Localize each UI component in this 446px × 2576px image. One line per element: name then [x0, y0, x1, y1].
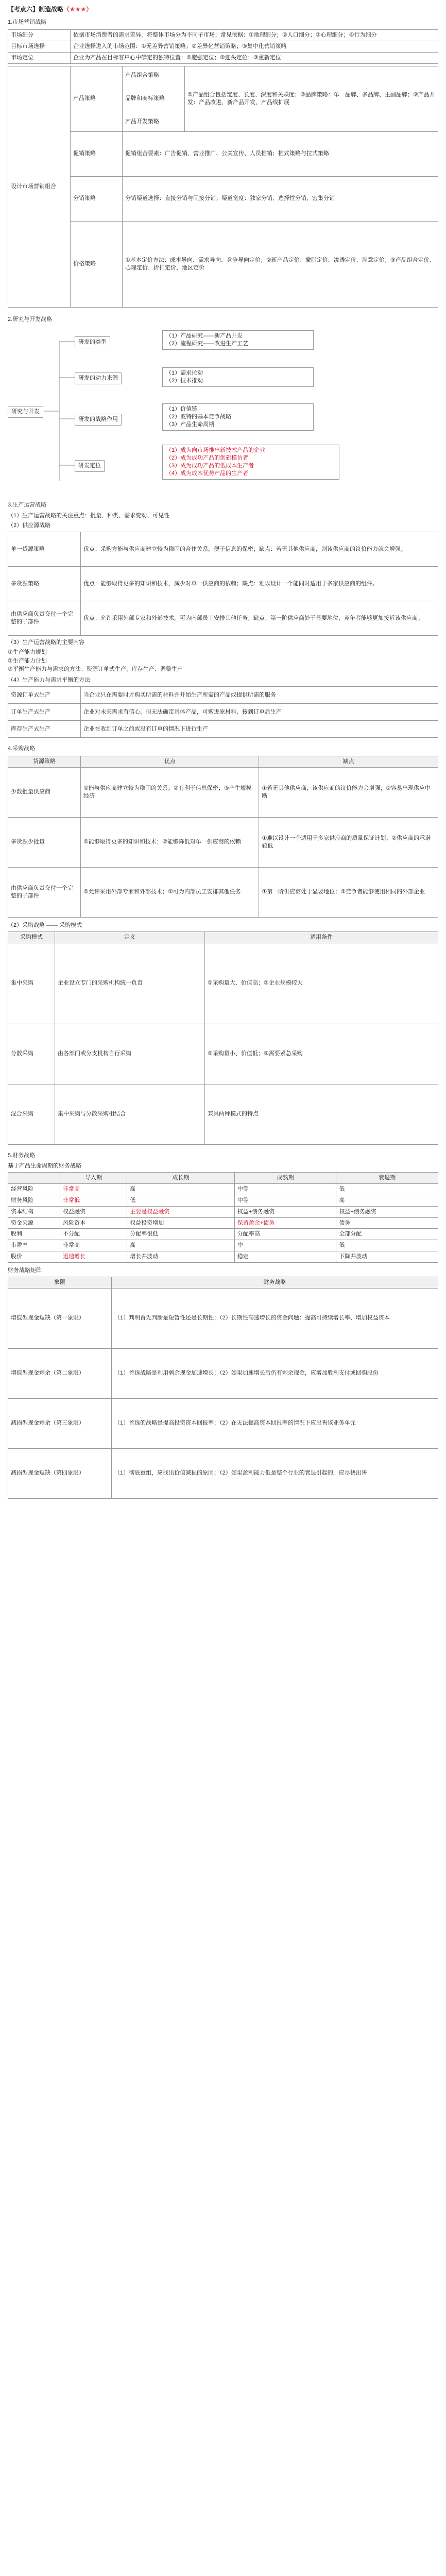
- row-label: 股价: [8, 1251, 60, 1263]
- row-label: 订单生产式生产: [8, 704, 81, 721]
- row-text: 企业对未来需求有信心，但无法确定具体产品，可购进原材料，接到订单后生产: [81, 704, 438, 721]
- branch-items: [162, 445, 339, 479]
- cell: 不分配: [60, 1229, 127, 1240]
- list-item: ①生产能力规划: [8, 649, 47, 655]
- cell: 分配率高: [234, 1229, 336, 1240]
- sub-item: 产品组合策略: [125, 72, 159, 79]
- table-row: [8, 1184, 438, 1195]
- table-row: [8, 221, 438, 307]
- mix-item-name: 价格策略: [71, 221, 123, 307]
- mix-item-name: 促销策略: [71, 131, 123, 176]
- table-row: [8, 1195, 438, 1206]
- row-label: 市场定位: [8, 52, 71, 63]
- branch-item: （2）流程研究——改进生产工艺: [166, 341, 249, 347]
- row-label: 减损型现金剩余（第三象限）: [8, 1398, 112, 1448]
- row-label: 库存生产式生产: [8, 721, 81, 738]
- s5-intro: 基于产品生命周期的财务战略: [8, 1163, 81, 1170]
- branch-item: （1）需求拉动: [166, 370, 203, 377]
- row-label: 分散采购: [8, 1024, 55, 1084]
- cell: 权益+债务融资: [234, 1206, 336, 1217]
- branch-item: （3）产品生命周期: [166, 421, 215, 428]
- row-def: 企业设立专门的采购机构统一负责: [55, 943, 205, 1024]
- table-header-row: [8, 1173, 438, 1184]
- title-text: 【考点六】制造战略: [8, 6, 64, 13]
- col-header: 缺点: [259, 756, 438, 768]
- branch-item: （2）波特的基本竞争战略: [166, 414, 232, 420]
- row-label: 集中采购: [8, 943, 55, 1024]
- col-header: 衰退期: [336, 1173, 438, 1184]
- row-label: 增值型现金短缺（第一象限）: [8, 1288, 112, 1348]
- cell: 非常高: [60, 1240, 127, 1251]
- row-text: 优点：采购方能与供应商建立较为稳固的合作关系，便于信息的保密；缺点：若无其他供应商，则该供应商的议价能力就会增强。: [81, 532, 438, 566]
- row-pro: ①允许采用外部专家和外部技术；②可为内部员工安排其他任务: [81, 867, 259, 917]
- row-text: （1）首选的战略是提高投资资本回报率；（2）在无法提高资本回报率的情况下应出售该业务单元: [112, 1398, 438, 1448]
- rd-tree: [8, 326, 438, 496]
- table-row: [8, 817, 438, 867]
- table-row: [8, 704, 438, 721]
- row-def: 集中采购与分散采购相结合: [55, 1084, 205, 1144]
- row-pro: ①能够取得更多的知识和技术；②能够降低对单一供应商的依赖: [81, 817, 259, 867]
- mix-item-text: ①产品组合包括宽度、长度、深度和关联度；②品牌策略：单一品牌、多品牌、主副品牌；③产品开发：产品改进、新产品开发、产品线扩展: [185, 66, 438, 131]
- branch-label: 研发的战略作用: [75, 414, 122, 426]
- col-header: 适用条件: [205, 931, 438, 943]
- mix-item-name: 产品策略: [71, 66, 123, 131]
- row-label: 资金来源: [8, 1217, 60, 1229]
- col-header: 采购模式: [8, 931, 55, 943]
- tree-root: 研究与开发: [8, 406, 43, 418]
- row-label: 少数批量供应商: [8, 767, 81, 817]
- cell: 保留盈余+债务: [234, 1217, 336, 1229]
- row-label: 单一货源策略: [8, 532, 81, 566]
- cell: 非常低: [60, 1195, 127, 1206]
- capacity-table: [8, 686, 438, 738]
- cell: 低: [336, 1240, 438, 1251]
- row-label: 经营风险: [8, 1184, 60, 1195]
- table-row: [8, 1206, 438, 1217]
- section-2-title: 2.研究与开发战略: [8, 316, 53, 323]
- cell: 低: [127, 1195, 234, 1206]
- table-header-row: [8, 931, 438, 943]
- table-header-row: [8, 1277, 438, 1288]
- finance-lifecycle-table: [8, 1172, 438, 1263]
- table-row: [8, 66, 438, 131]
- branch-items: [162, 403, 314, 431]
- table-row: [8, 1251, 438, 1263]
- table-row: [8, 867, 438, 917]
- row-text: （1）判明首先判断是短暂性还是长期性；（2）长期性高速增长的资金问题：提高可持续增长率、增加权益资本: [112, 1288, 438, 1348]
- s3-intro: （1）生产运营战略的关注重点：批量、种类、需求变动、可见性: [8, 513, 170, 519]
- table-row: [8, 767, 438, 817]
- s3-sub3: （4）生产能力与需求平衡的方法: [8, 677, 91, 684]
- table-row: [8, 30, 438, 41]
- row-text: 企业在收到订单之前或没有订单的情况下进行生产: [81, 721, 438, 738]
- row-con: ①第一阶供应商处于显要地位；②竞争者能够使用相同的外部企业: [259, 867, 438, 917]
- col-header: 定义: [55, 931, 205, 943]
- row-label: 市场细分: [8, 30, 71, 41]
- col-header: 象限: [8, 1277, 112, 1288]
- section-1-title: 1.市场营销战略: [8, 19, 47, 26]
- mix-item-text: 分销渠道选择：直接分销与间接分销；渠道宽度：独家分销、选择性分销、密集分销: [123, 176, 438, 221]
- row-text: 优点：允许采用外部专家和外部技术，可为内部员工安排其他任务；缺点：第一阶供应商处于显要地位，竞争者能够更加接近该供应商。: [81, 601, 438, 635]
- mix-item-text: ①基本定价方法：成本导向、需求导向、竞争导向定价；②新产品定价：撇脂定价、渗透定价、满意定价；③产品组合定价、心理定价、折扣定价、地区定价: [123, 221, 438, 307]
- col-header: 成熟期: [234, 1173, 336, 1184]
- branch-item: （1）价值链: [166, 406, 198, 413]
- s3-sub1: （2）供应源战略: [8, 522, 51, 529]
- row-label: 增值型现金剩余（第二象限）: [8, 1348, 112, 1398]
- cell: 债务: [336, 1217, 438, 1229]
- row-label: 由供应商负责交付一个完整的子部件: [8, 867, 81, 917]
- row-text: （1）首选战略是利用剩余现金加速增长；（2）如果加速增长后仍有剩余现金，应增加股利支付或回购股份: [112, 1348, 438, 1398]
- matrix-title: 财务战略矩阵: [8, 1267, 42, 1274]
- table-row: [8, 1288, 438, 1348]
- cell: 稳定: [234, 1251, 336, 1263]
- cell: 中等: [234, 1195, 336, 1206]
- table-row: [8, 1448, 438, 1498]
- table-header-row: [8, 756, 438, 768]
- row-label: 由供应商负责交付一个完整的子部件: [8, 601, 81, 635]
- list-item: ③平衡生产能力与需求的方法：资源订单式生产、库存生产、调整生产: [8, 666, 183, 673]
- row-label: 资本结构: [8, 1206, 60, 1217]
- table-row: [8, 566, 438, 601]
- cell: 主要是权益融资: [127, 1206, 234, 1217]
- row-con: ①难以设计一个适用于多家供应商的质量保证计划；②供应商的承诺较低: [259, 817, 438, 867]
- row-label: 多货源少批量: [8, 817, 81, 867]
- s3-points: [8, 649, 438, 674]
- marketing-table: [8, 29, 438, 64]
- cell: 迅速增长: [60, 1251, 127, 1263]
- mix-item-text: 促销组合要素：广告促销、营业推广、公关宣传、人员推销；推式策略与拉式策略: [123, 131, 438, 176]
- row-pro: ①能与供应商建立较为稳固的关系；②有利于信息保密；③产生规模经济: [81, 767, 259, 817]
- cell: 权益+债务融资: [336, 1206, 438, 1217]
- s3-sub2: （3）生产运营战略的主要内容: [8, 639, 85, 646]
- cell: 高: [336, 1195, 438, 1206]
- sourcing-table: [8, 532, 438, 636]
- cell: 低: [336, 1184, 438, 1195]
- row-label: 市盈率: [8, 1240, 60, 1251]
- table-row: [8, 1217, 438, 1229]
- table-row: [8, 1348, 438, 1398]
- page-title: [8, 5, 438, 13]
- branch-item: （1）产品研究——新产品开发: [166, 333, 243, 340]
- mix-label: 设计市场营销组合: [8, 66, 71, 307]
- col-header: 成长期: [127, 1173, 234, 1184]
- branch-items: [162, 367, 314, 387]
- branch-items: [162, 330, 314, 350]
- row-label: 多货源策略: [8, 566, 81, 601]
- branch-item: （2）技术推动: [166, 378, 203, 384]
- table-row: [8, 131, 438, 176]
- table-row: [8, 1240, 438, 1251]
- section-5-title: 5.财务战略: [8, 1152, 36, 1159]
- sub-item: 品牌和商标策略: [125, 95, 165, 102]
- row-label: 财务风险: [8, 1195, 60, 1206]
- table-row: [8, 1398, 438, 1448]
- cell: 中: [234, 1240, 336, 1251]
- cell: 下降并波动: [336, 1251, 438, 1263]
- table-row: [8, 176, 438, 221]
- table-row: [8, 41, 438, 52]
- list-item: ②生产能力计划: [8, 657, 47, 664]
- col-header: 货源策略: [8, 756, 81, 768]
- table-row: [8, 52, 438, 63]
- row-label: 资源订单式生产: [8, 687, 81, 704]
- branch-item: （4）成为成本优势产品的生产者: [166, 470, 249, 477]
- row-con: ①若无其他供应商，该供应商的议价能力会增强；②容易出现供应中断: [259, 767, 438, 817]
- purchase-mode-table: [8, 931, 438, 1145]
- col-header: 财务战略: [112, 1277, 438, 1288]
- branch-label: 研发定位: [75, 460, 105, 472]
- branch-item: （1）成为向市场推出新技术产品的企业: [166, 447, 266, 454]
- row-text: 当企业只在需要时才购买所需的材料并开始生产所需的产品或提供所需的服务: [81, 687, 438, 704]
- mix-item-name: 分销策略: [71, 176, 123, 221]
- row-text: 依据市场消费者的需求差异，将整体市场分为不同子市场；常见依据：①地理细分；②人口细分；③心理细分；④行为细分: [71, 30, 438, 41]
- row-label: 混合采购: [8, 1084, 55, 1144]
- mix-subs: [123, 66, 185, 131]
- row-cond: 兼具两种模式的特点: [205, 1084, 438, 1144]
- row-text: （1）彻底重组，应找出价值减损的原因；（2）如果盈利能力低是整个行业的衰退引起的，应尽快出售: [112, 1448, 438, 1498]
- section-4-title: 4.采购战略: [8, 745, 36, 752]
- table-row: [8, 601, 438, 635]
- table-row: [8, 943, 438, 1024]
- stars: （★★★）: [63, 6, 93, 13]
- cell: 全部分配: [336, 1229, 438, 1240]
- sub-item: 产品开发策略: [125, 118, 159, 125]
- marketing-mix-table: [8, 66, 438, 308]
- finance-matrix-table: [8, 1277, 438, 1499]
- row-text: 企业选择进入的市场范围：①无差异营销策略；②差异化营销策略；③集中化营销策略: [71, 41, 438, 52]
- cell: 权益融资: [60, 1206, 127, 1217]
- row-label: 股利: [8, 1229, 60, 1240]
- branch-label: 研发的类型: [75, 336, 110, 348]
- branch-label: 研发的动力来源: [75, 372, 122, 384]
- cell: 高: [127, 1184, 234, 1195]
- cell: 增长并波动: [127, 1251, 234, 1263]
- row-label: 减损型现金短缺（第四象限）: [8, 1448, 112, 1498]
- branch-item: （3）成为成功产品的低成本生产者: [166, 463, 254, 469]
- table-row: [8, 1084, 438, 1144]
- cell: 风险资本: [60, 1217, 127, 1229]
- cell: 权益投资增加: [127, 1217, 234, 1229]
- row-cond: ①采购量小、价值低；②需要紧急采购: [205, 1024, 438, 1084]
- row-text: 企业为产品在目标客户心中确定的独特位置：①避强定位；②迎头定位；③重新定位: [71, 52, 438, 63]
- table-row: [8, 687, 438, 704]
- row-text: 优点：能够取得更多的知识和技术，减少对单一供应商的依赖；缺点：难以设计一个能同时适用于多家供应商的组件。: [81, 566, 438, 601]
- col-header: 导入期: [60, 1173, 127, 1184]
- col-header: [8, 1173, 60, 1184]
- col-header: 优点: [81, 756, 259, 768]
- row-cond: ①采购量大、价值高；②企业规模较大: [205, 943, 438, 1024]
- table-row: [8, 1229, 438, 1240]
- cell: 非常高: [60, 1184, 127, 1195]
- section-3-title: 3.生产运营战略: [8, 502, 47, 509]
- row-def: 由各部门或分支机构自行采购: [55, 1024, 205, 1084]
- purchasing-table: [8, 756, 438, 918]
- cell: 中等: [234, 1184, 336, 1195]
- table-row: [8, 721, 438, 738]
- table-row: [8, 532, 438, 566]
- s4-sub: （2）采购战略 —— 采购模式: [8, 922, 82, 928]
- row-label: 目标市场选择: [8, 41, 71, 52]
- table-row: [8, 1024, 438, 1084]
- cell: 高: [127, 1240, 234, 1251]
- cell: 分配率很低: [127, 1229, 234, 1240]
- branch-item: （2）成为成功产品的创新模仿者: [166, 455, 249, 462]
